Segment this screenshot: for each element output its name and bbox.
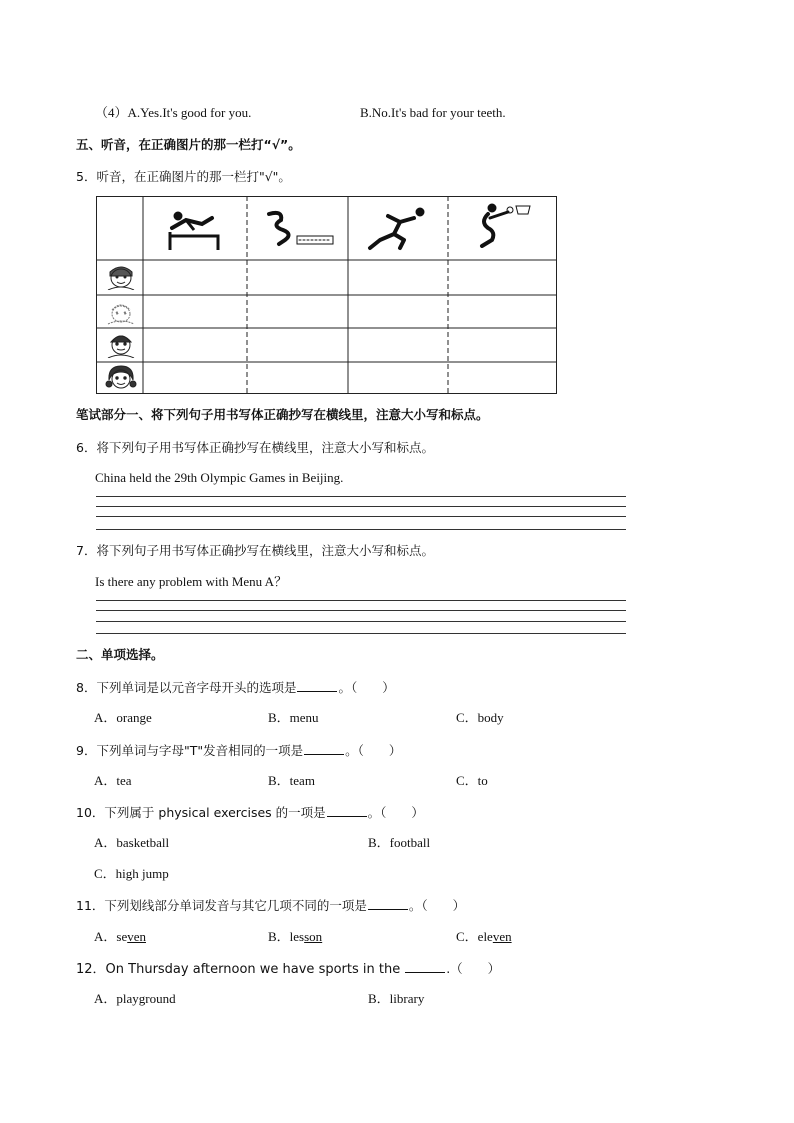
girl-face [104,364,138,392]
boy-face-3 [104,330,138,358]
q10-option-a[interactable]: A．basketball [94,835,170,850]
q9-stem [76,742,401,759]
q8-option-c[interactable]: C．body [456,710,504,725]
q10-answer-blank[interactable] [327,804,367,817]
q9-stem-tail: 。（ ） [345,743,402,758]
q11-stem [76,897,465,914]
q6-writing-line-3[interactable] [96,516,626,517]
q12-answer-blank[interactable] [405,960,445,973]
q11-option-b-label: B．les [268,929,305,944]
q9-option-a[interactable]: A．tea [94,773,132,788]
q7-sentence: Is there any problem with Menu A？ [95,574,288,589]
q10-stem-tail: 。（ ） [367,805,424,820]
q11-option-c[interactable] [456,929,512,945]
q11-option-b-underlined: son [304,929,323,944]
q7-writing-line-4[interactable] [96,633,626,634]
q12-stem-text: 12．On Thursday afternoon we have sports in the [76,962,401,977]
q11-option-c-label: C．ele [456,929,493,944]
q11-stem-text: 11．下列划线部分单词发音与其它几项不同的一项是 [76,898,367,913]
q11-answer-blank[interactable] [368,897,408,910]
q6-writing-line-2[interactable] [96,506,626,507]
q8-stem-tail: 。（ ） [338,680,395,695]
boy-face-1 [104,262,138,290]
q6-writing-line-1[interactable] [96,496,626,497]
written-section-title: 笔试部分一、将下列句子用书写体正确抄写在横线里，注意大小写和标点。 [76,407,489,422]
q12-option-b[interactable]: B．library [368,991,425,1006]
q12-option-a[interactable]: A．playground [94,991,176,1006]
q12-stem [76,960,500,978]
q8-stem [76,679,395,696]
q11-option-a-label: A．se [94,929,128,944]
q4-option-a-text: A.Yes.It's good for you. [127,105,252,120]
q11-option-c-underlined: ven [492,929,512,944]
q4-option-b: B.No.It's bad for your teeth. [360,105,506,120]
q8-stem-text: 8．下列单词是以元音字母开头的选项是 [76,680,297,695]
q7-writing-line-3[interactable] [96,621,626,622]
q4-option-a [95,105,251,121]
q4-number: （4） [95,105,128,120]
q7-writing-line-1[interactable] [96,600,626,601]
q8-option-b[interactable]: B．menu [268,710,319,725]
basketball-icon [470,200,534,248]
q5-prompt: 5．听音，在正确图片的那一栏打"√"。 [76,169,291,184]
q10-option-b[interactable]: B．football [368,835,431,850]
q8-option-a[interactable]: A．orange [94,710,152,725]
q9-option-c[interactable]: C．to [456,773,488,788]
q9-option-b[interactable]: B．team [268,773,315,788]
q10-option-c[interactable]: C．high jump [94,866,169,881]
q12-stem-tail: .（ ） [446,961,501,976]
q7-prompt: 7．将下列句子用书写体正确抄写在横线里，注意大小写和标点。 [76,543,434,558]
boy-face-2 [104,298,138,326]
q7-writing-line-2[interactable] [96,610,626,611]
running-icon [366,204,430,252]
q6-sentence: China held the 29th Olympic Games in Beijing. [95,470,344,485]
q6-writing-line-4[interactable] [96,529,626,530]
q10-stem [76,804,424,821]
swimming-icon [265,206,337,254]
q6-prompt: 6．将下列句子用书写体正确抄写在横线里，注意大小写和标点。 [76,440,434,455]
q10-stem-text: 10．下列属于 physical exercises 的一项是 [76,805,326,820]
q9-stem-text: 9．下列单词与字母"T"发音相同的一项是 [76,743,304,758]
q11-option-b[interactable] [268,929,322,945]
q9-answer-blank[interactable] [304,742,344,755]
section2-title: 二、单项选择。 [76,647,164,662]
q11-stem-tail: 。（ ） [408,898,466,913]
high-jump-icon [164,206,224,254]
section5-title: 五、听音，在正确图片的那一栏打“√”。 [76,137,301,152]
q11-option-a-underlined: ven [127,929,146,944]
q8-answer-blank[interactable] [297,679,337,692]
q11-option-a[interactable] [94,929,146,945]
